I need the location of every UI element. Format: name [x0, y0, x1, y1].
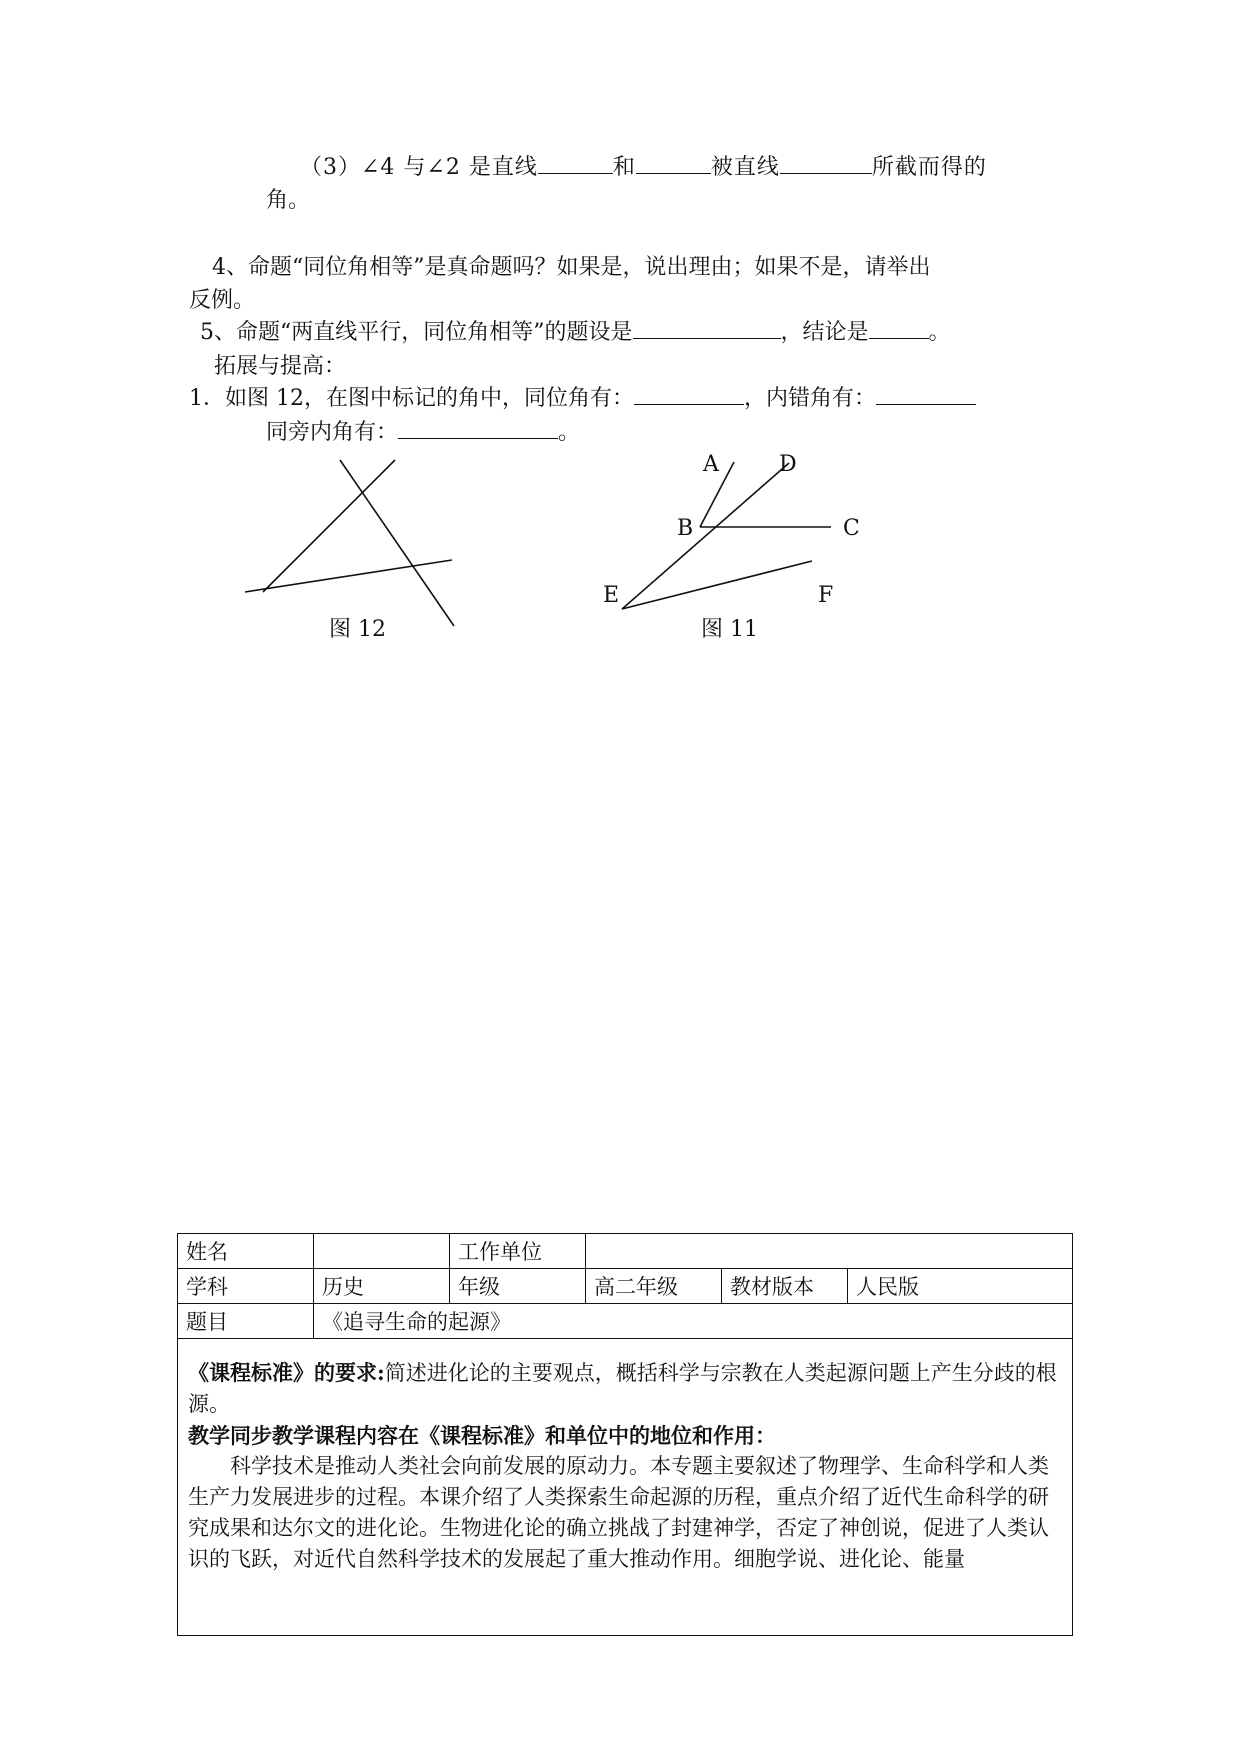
fig11-label-A: A — [703, 452, 719, 477]
q3-end: 角。 — [266, 188, 311, 213]
table-row — [178, 1304, 1073, 1339]
section-title: 拓展与提高： — [214, 354, 347, 379]
q3-by: 被直线 — [710, 155, 780, 180]
q4-line2: 反例。 — [189, 288, 256, 313]
name-label: 姓名 — [178, 1234, 314, 1269]
requirement-paragraph — [188, 1357, 1062, 1420]
fig12-line-2 — [340, 460, 454, 626]
subject-value: 历史 — [314, 1269, 450, 1304]
q5-end: 。 — [928, 320, 951, 345]
grade-value: 高二年级 — [586, 1269, 722, 1304]
q5-prefix: 5、命题“两直线平行，同位角相等”的题设是 — [200, 320, 633, 345]
q3-suffix: 所截而得的 — [871, 155, 987, 180]
fig11-caption: 图 11 — [701, 617, 758, 642]
q3-and: 和 — [612, 155, 636, 180]
fig11-label-E: E — [603, 583, 620, 608]
requirement-label: 《课程标准》的要求: — [188, 1360, 385, 1385]
edition-label: 教材版本 — [722, 1269, 848, 1304]
position-label: 教学同步教学课程内容在《课程标准》和单位中的地位和作用： — [188, 1423, 776, 1448]
topic-value: 《追寻生命的起源》 — [314, 1304, 1073, 1339]
q3-prefix: （3）∠4 与∠2 是直线 — [300, 155, 538, 180]
lesson-body — [178, 1339, 1073, 1636]
ext1-prefix: 1．如图 12，在图中标记的角中，同位角有： — [189, 386, 634, 411]
table-row — [178, 1234, 1073, 1269]
grade-label: 年级 — [450, 1269, 586, 1304]
fig12-caption: 图 12 — [329, 617, 386, 642]
fig12-line-3 — [245, 560, 452, 592]
work-label: 工作单位 — [450, 1234, 586, 1269]
requirement-text: 简述进化论的主要观点，概括科学与宗教在人类起源问题上产生分歧的根源。 — [188, 1361, 1057, 1416]
q5-mid: ，结论是 — [780, 320, 869, 345]
lesson-info-table — [177, 1233, 1073, 1636]
fig11-label-B: B — [677, 516, 694, 541]
ext1-mid: ，内错角有： — [744, 386, 877, 411]
position-paragraph: 科学技术是推动人类社会向前发展的原动力。本专题主要叙述了物理学、生命科学和人类生产力发展进步的过程。本课介绍了人类探索生命起源的历程，重点介绍了近代生命科学的研究成果和达尔文的进化论。生物进化论的确立挑战了封建神学，否定了神创说，促进了人类认识的飞跃，对近代自然科学技术的发展起了重大推动作用。细胞学说、进化论、能量 — [188, 1454, 1049, 1571]
table-row — [178, 1269, 1073, 1304]
work-value — [586, 1234, 1073, 1269]
fig11-label-D: D — [779, 452, 797, 477]
fig11-label-C: C — [843, 516, 860, 541]
ext1-line2-prefix: 同旁内角有： — [266, 420, 399, 445]
fig11-label-F: F — [818, 583, 834, 608]
q4-line1: 4、命题“同位角相等”是真命题吗？如果是，说出理由；如果不是，请举出 — [212, 255, 931, 280]
name-value — [314, 1234, 450, 1269]
edition-value: 人民版 — [848, 1269, 1073, 1304]
topic-label: 题目 — [178, 1304, 314, 1339]
ext1-line2-end: 。 — [558, 420, 581, 445]
table-row — [178, 1339, 1073, 1636]
subject-label: 学科 — [178, 1269, 314, 1304]
